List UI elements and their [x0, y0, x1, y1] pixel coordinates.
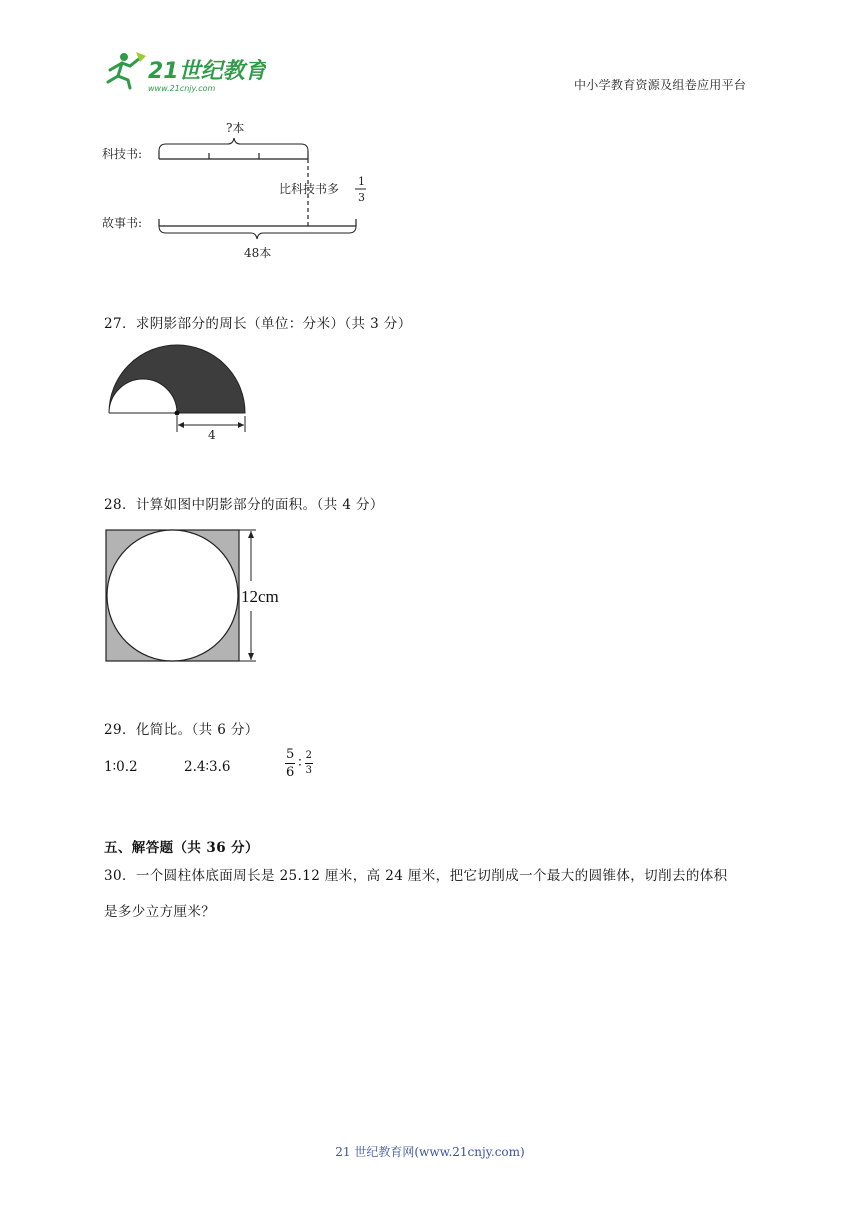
runner-icon	[108, 52, 146, 88]
label-story-books: 故事书:	[102, 216, 143, 230]
compare-label: 比科技书多	[279, 182, 340, 196]
top-brace-label: ?本	[226, 121, 245, 135]
ratio-3	[285, 748, 313, 779]
question-27: 27．求阴影部分的周长（单位：分米）（共 3 分）	[104, 316, 412, 332]
label-science-books: 科技书:	[102, 147, 143, 161]
bottom-brace	[159, 226, 356, 239]
question-30-line-1: 30．一个圆柱体底面周长是 25.12 厘米，高 24 厘米，把它切削成一个最大的圆锥体，切削去的体积	[104, 868, 728, 884]
header-slogan: 中小学教育资源及组卷应用平台	[574, 78, 747, 92]
compare-numerator: 1	[358, 175, 365, 188]
dimension-label: 4	[208, 428, 216, 442]
logo-url: www.21cnjy.com	[148, 84, 216, 93]
bottom-brace-label: 48本	[244, 246, 272, 260]
page-footer: 21 世纪教育网(www.21cnjy.com)	[335, 1145, 525, 1159]
top-brace	[159, 138, 308, 151]
side-length-label: 12cm	[241, 587, 279, 606]
fraction-two-thirds: $\frac{2}{3}$	[305, 750, 313, 776]
question-28: 28．计算如图中阴影部分的面积。（共 4 分）	[104, 497, 384, 513]
fraction-five-sixths: $\frac{5}{6}$	[286, 747, 295, 780]
site-logo	[96, 48, 266, 96]
logo-text: 21世纪教育	[148, 59, 266, 84]
book-comparison-diagram	[96, 115, 396, 270]
section-title-5: 五、解答题（共 36 分）	[104, 840, 259, 856]
semicircle-figure	[104, 340, 254, 445]
compare-denominator: 3	[358, 191, 365, 204]
circle-in-square-figure	[104, 526, 304, 666]
question-29: 29．化简比。（共 6 分）	[104, 722, 259, 738]
question-30-line-2: 是多少立方厘米？	[104, 904, 216, 920]
ratio-2: 2.4∶3.6	[184, 759, 231, 775]
ratio-separator: ∶	[298, 756, 302, 771]
ratio-1: 1∶0.2	[104, 759, 138, 775]
